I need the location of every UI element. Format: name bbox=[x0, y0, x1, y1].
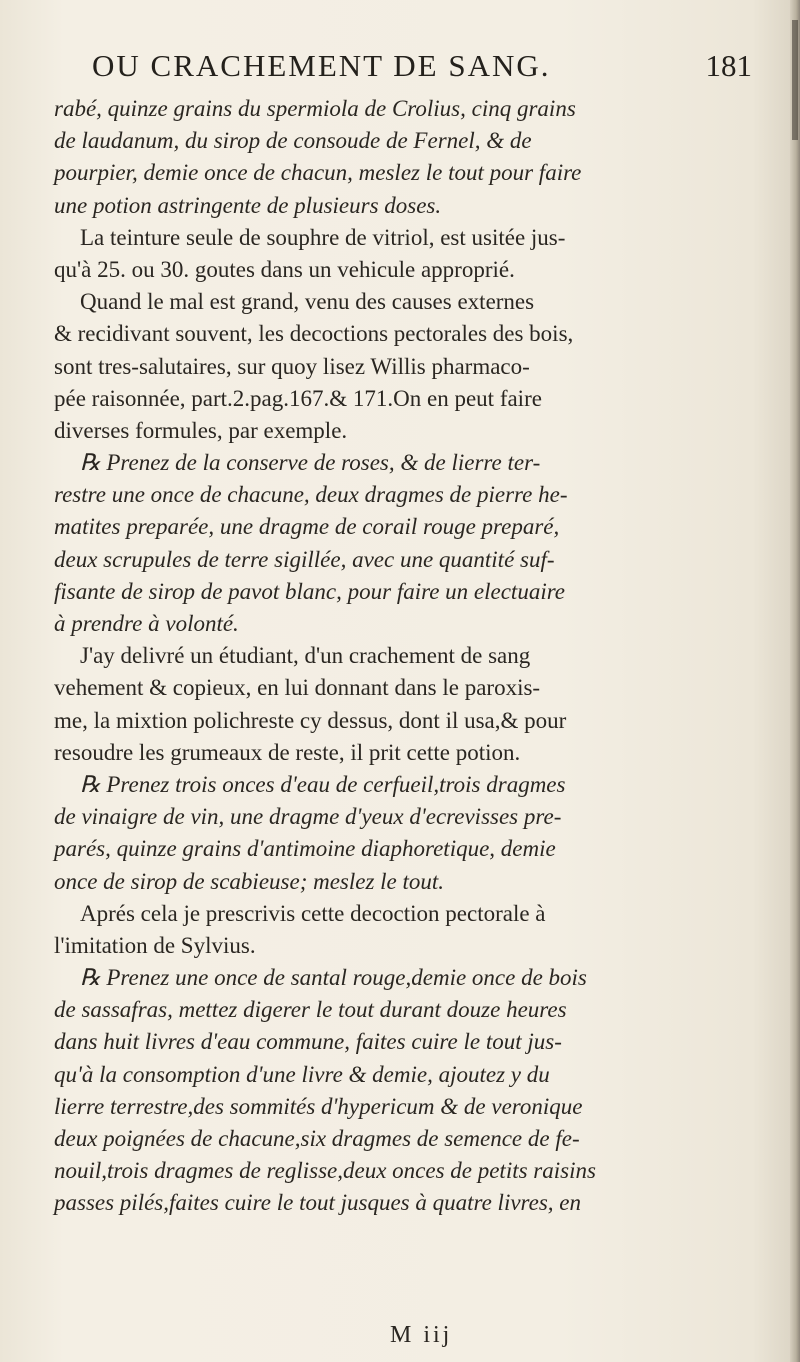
text-line: de sassafras, mettez digerer le tout durant douze heures bbox=[54, 997, 567, 1023]
text-line: deux scrupules de terre sigillée, avec une quantité suf- bbox=[54, 546, 555, 572]
text-line: me, la mixtion polichreste cy dessus, dont il usa,& pour bbox=[54, 707, 567, 733]
signature-mark: M iij bbox=[390, 1322, 453, 1348]
text-line: qu'à 25. ou 30. goutes dans un vehicule approprié. bbox=[54, 256, 515, 282]
text-line: dans huit livres d'eau commune, faites cuire le tout jus- bbox=[54, 1029, 562, 1055]
text-line: & recidivant souvent, les decoctions pectorales des bois, bbox=[54, 321, 574, 347]
text-line: rabé, quinze grains du spermiola de Crolius, cinq grains bbox=[54, 96, 576, 121]
page-number: 181 bbox=[705, 48, 752, 83]
text-line: de vinaigre de vin, une dragme d'yeux d'ecrevisses pre- bbox=[54, 804, 562, 830]
page-edge bbox=[790, 0, 800, 1362]
text-line: nouil,trois dragmes de reglisse,deux onces de petits raisins bbox=[54, 1158, 596, 1184]
text-line: ℞ Prenez trois onces d'eau de cerfueil,trois dragmes bbox=[80, 771, 566, 797]
text-line: restre une once de chacune, deux dragmes de pierre he- bbox=[54, 482, 568, 508]
text-line: vehement & copieux, en lui donnant dans le paroxis- bbox=[54, 675, 541, 701]
text-line: pée raisonnée, part.2.pag.167.& 171.On en peut faire bbox=[54, 385, 542, 411]
text-line: ℞ Prenez une once de santal rouge,demie once de bois bbox=[80, 965, 587, 991]
body-text bbox=[54, 93, 760, 1220]
text-line: diverses formules, par exemple. bbox=[54, 417, 348, 443]
text-line: pourpier, demie once de chacun, meslez le tout pour faire bbox=[54, 160, 582, 186]
text-line: Aprés cela je prescrivis cette decoction pectorale à bbox=[80, 900, 546, 926]
text-line: passes pilés,faites cuire le tout jusques à quatre livres, en bbox=[54, 1190, 582, 1216]
text-line: Quand le mal est grand, venu des causes externes bbox=[80, 289, 535, 315]
text-line: La teinture seule de souphre de vitriol, est usitée jus- bbox=[80, 224, 566, 250]
text-line: ℞ Prenez de la conserve de roses, & de lierre ter- bbox=[80, 450, 541, 476]
text-line: resoudre les grumeaux de reste, il prit cette potion. bbox=[54, 739, 521, 765]
edge-shadow bbox=[792, 20, 798, 140]
text-line: sont tres-salutaires, sur quoy lisez Willis pharmaco- bbox=[54, 353, 530, 379]
text-line: deux poignées de chacune,six dragmes de semence de fe- bbox=[54, 1126, 580, 1151]
text-line: à prendre à volonté. bbox=[54, 611, 239, 636]
running-title: OU CRACHEMENT DE SANG. bbox=[92, 48, 551, 83]
text-line: J'ay delivré un étudiant, d'un crachement de sang bbox=[80, 643, 531, 669]
text-line: une potion astringente de plusieurs doses. bbox=[54, 192, 442, 218]
text-line: matites preparée, une dragme de corail rouge preparé, bbox=[54, 514, 560, 540]
text-line: de laudanum, du sirop de consoude de Fernel, & de bbox=[54, 128, 532, 154]
text-line: lierre terrestre,des sommités d'hypericum & de veronique bbox=[54, 1093, 583, 1119]
text-line: once de sirop de scabieuse; meslez le tout. bbox=[54, 868, 445, 894]
text-line: qu'à la consomption d'une livre & demie, ajoutez y du bbox=[54, 1061, 550, 1087]
text-line: fisante de sirop de pavot blanc, pour faire un electuaire bbox=[54, 578, 566, 604]
page-header bbox=[92, 44, 752, 88]
text-line: parés, quinze grains d'antimoine diaphoretique, demie bbox=[54, 836, 556, 862]
text-line: l'imitation de Sylvius. bbox=[54, 932, 256, 958]
